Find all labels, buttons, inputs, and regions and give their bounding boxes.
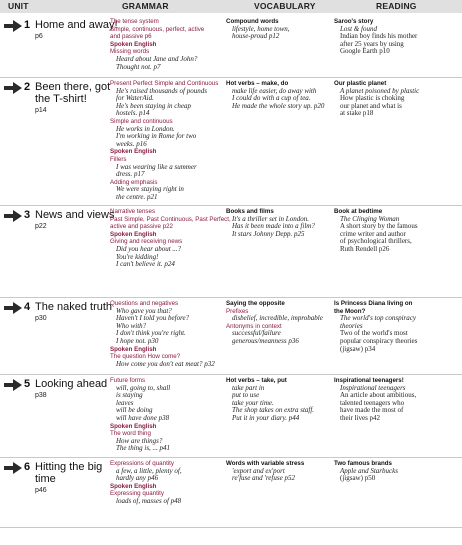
- reading-line: popular conspiracy theories: [340, 336, 418, 345]
- grammar-line: I don't think you're right.: [116, 329, 186, 338]
- grammar-line: will be doing: [116, 406, 153, 415]
- row-divider: [0, 374, 462, 375]
- unit-page: p46: [35, 487, 47, 494]
- grammar-line: for WaterAid.: [116, 94, 154, 103]
- reading-line: Is Princess Diana living on: [334, 300, 413, 307]
- grammar-line: Spoken English: [110, 482, 157, 490]
- grammar-line: Thought not. p7: [116, 62, 161, 71]
- grammar-line: Spoken English: [110, 230, 157, 238]
- grammar-line: I'm working in Rome for two: [116, 132, 197, 141]
- grammar-line: hostels. p14: [116, 109, 150, 118]
- vocabulary-line: take your time.: [232, 398, 274, 407]
- grammar-line: and passive p6: [110, 33, 152, 41]
- vocabulary-line: put to use: [232, 391, 260, 400]
- reading-line: crime writer and author: [340, 229, 406, 238]
- header-vocabulary: VOCABULARY: [254, 1, 316, 11]
- reading-line: Book at bedtime: [334, 208, 383, 215]
- unit-number: 4: [24, 301, 31, 313]
- unit-page: p6: [35, 33, 43, 40]
- grammar-line: How come you don't eat meat? p32: [116, 359, 215, 368]
- grammar-line: Narrative tenses: [110, 208, 156, 215]
- grammar-line: Who with?: [116, 321, 147, 330]
- reading-line: (jigsaw) p50: [340, 474, 376, 483]
- unit-title: Been there, got the T-shirt!: [35, 81, 111, 105]
- grammar-line: is staying: [116, 391, 143, 400]
- reading-line: Two famous brands: [334, 460, 392, 467]
- grammar-line: Who gave you that?: [116, 306, 172, 315]
- vocabulary-line: Prefixes: [226, 307, 249, 315]
- header-unit: UNIT: [8, 1, 29, 11]
- grammar-line: He's been staying in cheap: [116, 101, 191, 110]
- grammar-line: active and passive p22: [110, 223, 173, 231]
- vocabulary-line: It stars Johnny Depp. p25: [232, 229, 305, 238]
- grammar-line: Present Perfect Simple and Continuous: [110, 80, 219, 87]
- reading-line: Inspirational teenagers!: [334, 377, 404, 384]
- vocabulary-line: He made the whole story up. p20: [232, 101, 325, 110]
- vocabulary-line: Put it in your diary. p44: [232, 413, 300, 422]
- reading-cell: [334, 300, 456, 353]
- reading-line: have made the most of: [340, 406, 404, 415]
- unit-title: Hitting the big time: [35, 461, 103, 485]
- reading-line: How plastic is choking: [340, 94, 405, 103]
- grammar-line: The word thing: [110, 430, 151, 438]
- grammar-line: Simple and continuous: [110, 117, 173, 125]
- grammar-line: dress. p17: [116, 170, 145, 179]
- row-divider: [0, 205, 462, 206]
- vocabulary-cell: [226, 18, 344, 41]
- grammar-line: Fillers: [110, 155, 127, 163]
- grammar-line: leaves: [116, 398, 134, 407]
- vocabulary-line: Hot verbs – make, do: [226, 80, 289, 87]
- reading-cell: [334, 208, 456, 254]
- grammar-line: will have done p38: [116, 413, 170, 422]
- vocabulary-line: Hot verbs – take, put: [226, 377, 287, 384]
- grammar-line: Spoken English: [110, 422, 157, 430]
- header-reading: READING: [376, 1, 417, 11]
- reading-line: A short story by the famous: [340, 222, 418, 231]
- reading-line: A planet poisoned by plastic: [340, 86, 420, 95]
- reading-cell: [334, 377, 456, 423]
- reading-line: their lives p42: [340, 413, 381, 422]
- reading-line: of psychological thrillers,: [340, 237, 412, 246]
- reading-cell: [334, 18, 456, 56]
- reading-line: at stake p18: [340, 109, 374, 118]
- unit-title: Home and away!: [35, 19, 118, 31]
- arrow-right-icon: [3, 209, 23, 223]
- grammar-line: loads of, masses of p48: [116, 496, 182, 505]
- grammar-line: I was wearing like a summer: [116, 162, 197, 171]
- grammar-line: Future forms: [110, 377, 146, 384]
- reading-cell: [334, 460, 456, 483]
- header-grammar: GRAMMAR: [122, 1, 169, 11]
- grammar-line: He works in London.: [116, 124, 175, 133]
- reading-line: The Clinging Woman: [340, 214, 400, 223]
- vocabulary-line: Saying the opposite: [226, 300, 285, 307]
- grammar-line: I can't believe it. p24: [116, 260, 175, 269]
- vocabulary-cell: [226, 300, 344, 346]
- reading-line: our planet and what is: [340, 101, 402, 110]
- vocabulary-cell: [226, 377, 344, 423]
- vocabulary-line: It's a thriller set in London.: [232, 214, 309, 223]
- reading-line: Saroo's story: [334, 18, 374, 25]
- grammar-line: Simple, continuous, perfect, active: [110, 25, 205, 33]
- vocabulary-line: Books and films: [226, 208, 274, 215]
- reading-line: Lost & found: [340, 24, 377, 33]
- vocabulary-line: generous/meanness p36: [232, 336, 299, 345]
- grammar-line: Adding emphasis: [110, 178, 158, 186]
- reading-line: Inspirational teenagers: [340, 383, 406, 392]
- grammar-line: Spoken English: [110, 148, 157, 156]
- arrow-right-icon: [3, 301, 23, 315]
- arrow-right-icon: [3, 378, 23, 392]
- row-divider: [0, 527, 462, 528]
- unit-title: Looking ahead: [35, 378, 108, 390]
- reading-line: Two of the world's most: [340, 329, 408, 338]
- grammar-line: Heard about Jane and John?: [116, 54, 198, 63]
- vocabulary-line: successful/failure: [232, 329, 281, 338]
- unit-title: News and views: [35, 209, 115, 221]
- reading-line: Google Earth p10: [340, 47, 390, 56]
- unit-number: 2: [24, 81, 31, 93]
- unit-page: p30: [35, 315, 47, 322]
- grammar-line: Did you hear about ...?: [116, 244, 182, 253]
- reading-line: talented teenagers who: [340, 398, 405, 407]
- reading-cell: [334, 80, 456, 118]
- grammar-line: He's raised thousands of pounds: [116, 86, 207, 95]
- vocabulary-line: lifestyle, home town,: [232, 24, 290, 33]
- vocabulary-line: Has it been made into a film?: [232, 222, 315, 231]
- vocabulary-line: The shop takes on extra staff.: [232, 406, 315, 415]
- grammar-line: hardly any p46: [116, 474, 159, 483]
- grammar-line: Spoken English: [110, 345, 157, 353]
- vocabulary-line: re'fuse and 'refuse p52: [232, 474, 295, 483]
- reading-line: Ruth Rendell p26: [340, 244, 390, 253]
- reading-line: Apple and Starbucks: [340, 466, 398, 475]
- grammar-line: I hope not. p30: [116, 336, 159, 345]
- row-divider: [0, 457, 462, 458]
- vocabulary-line: Compound words: [226, 18, 279, 25]
- vocabulary-cell: [226, 460, 344, 483]
- grammar-line: The question How come?: [110, 353, 181, 361]
- vocabulary-cell: [226, 208, 344, 238]
- reading-line: The world's top conspiracy: [340, 314, 416, 323]
- unit-number: 6: [24, 461, 31, 473]
- grammar-line: weeks. p16: [116, 139, 147, 148]
- grammar-line: The thing is, ... p41: [116, 444, 171, 453]
- table-header: [0, 0, 462, 13]
- grammar-line: Expressions of quantity: [110, 460, 174, 467]
- reading-line: theories: [340, 321, 363, 330]
- reading-line: after 25 years by using: [340, 39, 404, 48]
- unit-number: 5: [24, 378, 31, 390]
- grammar-line: We were staying right in: [116, 185, 184, 194]
- vocabulary-line: 'export and ex'port: [232, 466, 285, 475]
- unit-title: The naked truth: [35, 301, 113, 313]
- arrow-right-icon: [3, 19, 23, 33]
- arrow-right-icon: [3, 461, 23, 475]
- reading-line: Our plastic planet: [334, 80, 387, 87]
- vocabulary-line: I could do with a cup of tea.: [232, 94, 311, 103]
- unit-page: p22: [35, 223, 47, 230]
- grammar-line: How are things?: [116, 436, 163, 445]
- grammar-line: Missing words: [110, 48, 150, 56]
- grammar-line: Expressing quantity: [110, 490, 164, 498]
- grammar-line: a few, a little, plenty of,: [116, 466, 182, 475]
- grammar-line: Giving and receiving news: [110, 238, 183, 246]
- grammar-line: Spoken English: [110, 40, 157, 48]
- vocabulary-cell: [226, 80, 344, 110]
- grammar-line: the centre. p21: [116, 192, 158, 201]
- unit-number: 3: [24, 209, 31, 221]
- reading-line: An article about ambitious,: [340, 391, 417, 400]
- grammar-line: Past Simple, Past Continuous, Past Perfect,: [110, 215, 231, 223]
- vocabulary-line: house-proud p12: [232, 32, 280, 41]
- grammar-line: Questions and negatives: [110, 300, 179, 307]
- grammar-line: You're kidding!: [116, 252, 159, 261]
- reading-line: Indian boy finds his mother: [340, 32, 418, 41]
- row-divider: [0, 77, 462, 78]
- reading-line: (jigsaw) p34: [340, 344, 376, 353]
- vocabulary-line: Antonyms in context: [226, 322, 282, 330]
- reading-line: the Moon?: [334, 307, 366, 315]
- unit-page: p14: [35, 107, 47, 114]
- vocabulary-line: take part in: [232, 383, 265, 392]
- grammar-line: Haven't I told you before?: [116, 314, 190, 323]
- arrow-right-icon: [3, 81, 23, 95]
- grammar-line: The tense system: [110, 18, 159, 25]
- vocabulary-line: disbelief, incredible, improbable: [232, 314, 323, 323]
- unit-number: 1: [24, 19, 31, 31]
- vocabulary-line: Words with variable stress: [226, 460, 305, 467]
- grammar-line: will, going to, shall: [116, 383, 171, 392]
- row-divider: [0, 297, 462, 298]
- vocabulary-line: make life easier, do away with: [232, 86, 317, 95]
- unit-page: p38: [35, 392, 47, 399]
